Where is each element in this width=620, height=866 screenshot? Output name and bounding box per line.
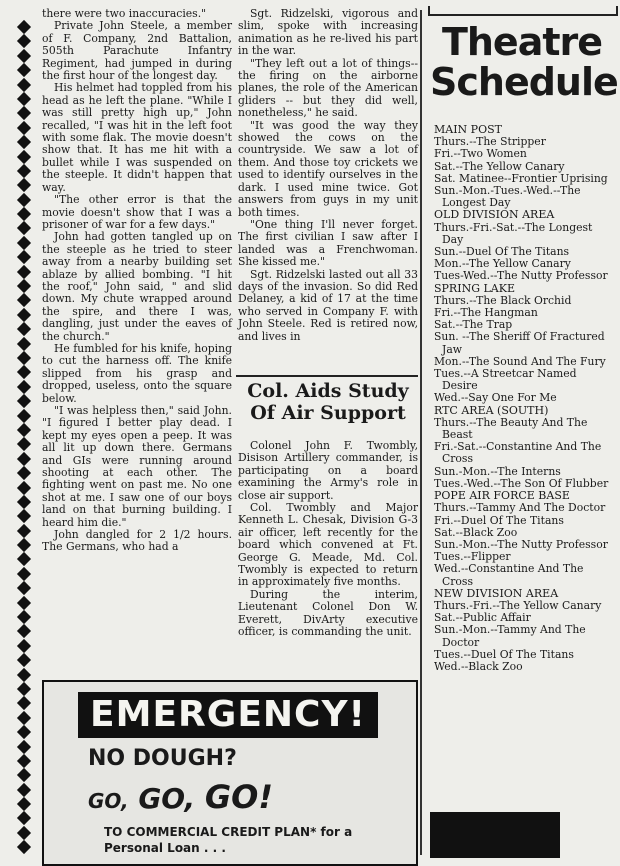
- schedule-item: Sun. --The Sheriff Of Fractured Jaw: [434, 330, 605, 356]
- diamond-ornament: [17, 207, 31, 221]
- diamond-ornament: [17, 279, 31, 293]
- article-paragraph: "The other error is that the movie doesn't show that I was a prisoner of war for a few days.": [42, 193, 232, 231]
- loan-advertisement: [42, 680, 418, 866]
- diamond-ornament: [17, 754, 31, 768]
- schedule-area-name: RTC AREA (SOUTH): [434, 403, 549, 417]
- schedule-title-line: Theatre: [441, 20, 603, 64]
- schedule-item: Sun.-Mon.--The Nutty Professor: [434, 537, 608, 551]
- article-paragraph: "I was helpless then," said John. "I figured I better play dead. I kept my eyes open a peep. It was all lit up down there. Germans and GIs were running around shooting at each other. The fighting went on past me. No one shot at me. I saw one of our boys land on that burning building. I heard him die.": [42, 404, 232, 529]
- schedule-item: Sat.--Black Zoo: [434, 525, 518, 539]
- ad-headline: NO DOUGH?: [88, 746, 237, 771]
- article-paragraph: Sgt. Ridzelski, vigorous and slim, spoke with increasing animation as he re-lived his part in the war.: [238, 7, 418, 58]
- diamond-ornament: [17, 77, 31, 91]
- diamond-ornament: [17, 380, 31, 394]
- article-paragraph: there were two inaccuracies.": [42, 7, 207, 20]
- diamond-ornament: [17, 63, 31, 77]
- diamond-ornament: [17, 610, 31, 624]
- diamond-ornament: [17, 135, 31, 149]
- schedule-item: Sat. Matinee--Frontier Uprising: [434, 171, 608, 185]
- schedule-item: Tues.-Wed.--The Son Of Flubber: [434, 476, 609, 490]
- schedule-area-name: MAIN POST: [434, 123, 502, 136]
- schedule-item: Thurs.-Fri.--The Yellow Canary: [434, 598, 602, 612]
- diamond-ornament: [17, 840, 31, 854]
- diamond-ornament: [17, 826, 31, 840]
- diamond-ornament: [17, 149, 31, 163]
- article-headline: Col. Aids Study Of Air Support: [247, 380, 409, 424]
- article-paragraph: He fumbled for his knife, hoping to cut the harness off. The knife slipped from his grasp and dropped, useless, onto the square below.: [42, 341, 232, 405]
- diamond-ornament: [17, 596, 31, 610]
- schedule-item: Wed.--Constantine And The Cross: [434, 562, 584, 588]
- schedule-item: Sat.--The Trap: [434, 318, 513, 332]
- schedule-item: Tues.--Duel Of The Titans: [434, 647, 574, 661]
- diamond-ornament: [17, 811, 31, 825]
- diamond-ornament: [17, 624, 31, 638]
- diamond-ornament: [17, 351, 31, 365]
- diamond-ornament: [17, 337, 31, 351]
- article-paragraph: John dangled for 2 1/2 hours. The Germans, who had a: [42, 528, 232, 554]
- diamond-ornament: [17, 20, 31, 34]
- diamond-ornament: [17, 164, 31, 178]
- article-paragraph: "It was good the way they showed the cows on the countryside. We saw a lot of them. And those toy crickets we used to identify ourselves in the dark. I used mine twice. Got answers from guys in my unit both times.: [238, 118, 418, 219]
- diamond-ornament: [17, 408, 31, 422]
- article-paragraph: Colonel John F. Twombly, Disison Artillery commander, is participating on a board examining the Army's role in close air support.: [238, 439, 418, 502]
- diamond-ornament: [17, 581, 31, 595]
- article-paragraph: Sgt. Ridzelski lasted out all 33 days of the invasion. So did Red Delaney, a kid of 17 at the time who served in Company F. with John Steele. Red is retired now, and lives in: [238, 267, 418, 343]
- schedule-item: Tues.--A Streetcar Named Desire: [434, 367, 577, 393]
- schedule-item: Mon.--The Yellow Canary: [434, 257, 571, 271]
- schedule-item: Fri.--Two Women: [434, 147, 527, 161]
- schedule-title: [430, 20, 618, 104]
- diamond-ornament: [17, 682, 31, 696]
- schedule-area-name: POPE AIR FORCE BASE: [434, 489, 570, 503]
- schedule-item: Sun.-Mon.--Tammy And The Doctor: [434, 623, 586, 649]
- diamond-ornament: [17, 394, 31, 408]
- article-paragraph: During the interim, Lieutenant Colonel Don W. Everett, DivArty executive officer, is commanding the unit.: [238, 587, 418, 639]
- diamond-ornament: [17, 423, 31, 437]
- diamond-ornament: [17, 265, 31, 279]
- diamond-ornament: [17, 567, 31, 581]
- vertical-divider: [420, 10, 422, 855]
- article-air-support-body: [238, 440, 418, 639]
- diamond-ornament: [17, 711, 31, 725]
- schedule-item: Sat.--Public Affair: [434, 611, 531, 625]
- schedule-item: Sun.-Mon.--The Interns: [434, 464, 561, 478]
- diamond-ornament: [17, 34, 31, 48]
- schedule-item: Thurs.-Fri.-Sat.--The Longest Day: [434, 220, 593, 246]
- diamond-ornament: [17, 538, 31, 552]
- diamond-ornament: [17, 495, 31, 509]
- article-ridzelski-column: [238, 8, 418, 343]
- schedule-item: Thurs.--The Black Orchid: [434, 293, 572, 307]
- diamond-ornament: [17, 653, 31, 667]
- diamond-ornament: [17, 293, 31, 307]
- schedule-item: Tues-Wed.--The Nutty Professor: [434, 269, 608, 283]
- diamond-ornament: [17, 509, 31, 523]
- article-paragraph: "One thing I'll never forget. The first civilian I saw after I landed was a Frenchwoman. She kissed me.": [238, 217, 418, 269]
- diamond-ornament: [17, 768, 31, 782]
- schedule-item: Tues.--Flipper: [434, 550, 511, 564]
- article-paragraph: Col. Twombly and Major Kenneth L. Chesak, Division G-3 air officer, left recently for the board which convened at Ft. George G. Meade, Md. Col. Twombly is expected to return in approximately five months.: [238, 501, 418, 589]
- diamond-ornament: [17, 193, 31, 207]
- ad-slogan-word: GO!: [204, 778, 273, 816]
- schedule-item: Wed.--Black Zoo: [434, 659, 523, 673]
- diamond-ornament: [17, 668, 31, 682]
- diamond-ornament: [17, 178, 31, 192]
- diamond-ornament: [17, 322, 31, 336]
- schedule-box-top: [428, 6, 618, 16]
- diamond-ornament: [17, 365, 31, 379]
- ad-banner: EMERGENCY!: [78, 692, 378, 738]
- ad-slogan-word: GO,: [138, 782, 196, 815]
- black-box: [430, 812, 560, 858]
- diamond-ornament: [17, 452, 31, 466]
- article-steele-column: [42, 8, 232, 554]
- schedule-item: Thurs.--The Stripper: [434, 135, 546, 149]
- diamond-ornament: [17, 121, 31, 135]
- schedule-area-name: NEW DIVISION AREA: [434, 586, 559, 600]
- schedule-item: Sun.--Duel Of The Titans: [434, 245, 570, 259]
- schedule-item: Wed.--Say One For Me: [434, 391, 557, 405]
- ad-tagline: TO COMMERCIAL CREDIT PLAN* for a Personal Loan . . .: [104, 825, 353, 855]
- schedule-item: Fri.-Sat.--Constantine And The Cross: [434, 440, 602, 466]
- diamond-ornament: [17, 221, 31, 235]
- ad-slogan-word: GO,: [88, 789, 129, 813]
- schedule-item: Thurs.--Tammy And The Doctor: [434, 501, 606, 515]
- schedule-item: Thurs.--The Beauty And The Beast: [434, 415, 588, 442]
- diamond-ornament: [17, 236, 31, 250]
- diamond-ornament: [17, 308, 31, 322]
- schedule-item: Mon.--The Sound And The Fury: [434, 354, 606, 368]
- diamond-ornament: [17, 783, 31, 797]
- diamond-ornament: [17, 437, 31, 451]
- diamond-ornament: [17, 250, 31, 264]
- ad-slogan: [88, 778, 273, 816]
- column-divider: [236, 375, 418, 377]
- schedule-title-line: Schedule: [430, 60, 618, 104]
- article-paragraph: His helmet had toppled from his head as he left the plane. "While I was still pretty high up," John recalled, "I was hit in the left foot with some flak. The movie doesn't show that. It has me hit with a bullet while I was suspended on the steeple. It didn't happen that way.: [42, 81, 232, 194]
- diamond-ornament: [17, 480, 31, 494]
- diamond-ornament: [17, 696, 31, 710]
- diamond-ornament: [17, 466, 31, 480]
- diamond-ornament: [17, 639, 31, 653]
- diamond-border: [14, 22, 34, 862]
- diamond-ornament: [17, 92, 31, 106]
- diamond-ornament: [17, 797, 31, 811]
- article-paragraph: Private John Steele, a member of F. Company, 2nd Battalion, 505th Parachute Infantry Regiment, had jumped in during the first hour of the longest day.: [42, 19, 232, 83]
- diamond-ornament: [17, 524, 31, 538]
- diamond-ornament: [17, 725, 31, 739]
- schedule-item: Sat.--The Yellow Canary: [434, 159, 565, 173]
- article-paragraph: John had gotten tangled up on the steeple as he tried to steer away from a nearby building set ablaze by allied bombing. "I hit the roof," John said, " and slid down. My chute wrapped around the spire, and there I was, dangling, just under the eaves of the church.": [42, 230, 232, 343]
- diamond-ornament: [17, 106, 31, 120]
- schedule-area-name: SPRING LAKE: [434, 281, 515, 295]
- diamond-ornament: [17, 49, 31, 63]
- theatre-schedule-list: [434, 124, 612, 673]
- article-paragraph: "They left out a lot of things-- the firing on the airborne planes, the role of the American gliders -- but they did well, nonetheless," he said.: [238, 56, 418, 120]
- diamond-ornament: [17, 739, 31, 753]
- schedule-item: Sun.-Mon.-Tues.-Wed.--The Longest Day: [434, 184, 581, 210]
- schedule-item: Fri.--The Hangman: [434, 306, 538, 320]
- schedule-item: Fri.--Duel Of The Titans: [434, 513, 564, 527]
- schedule-area-name: OLD DIVISION AREA: [434, 208, 555, 222]
- diamond-ornament: [17, 552, 31, 566]
